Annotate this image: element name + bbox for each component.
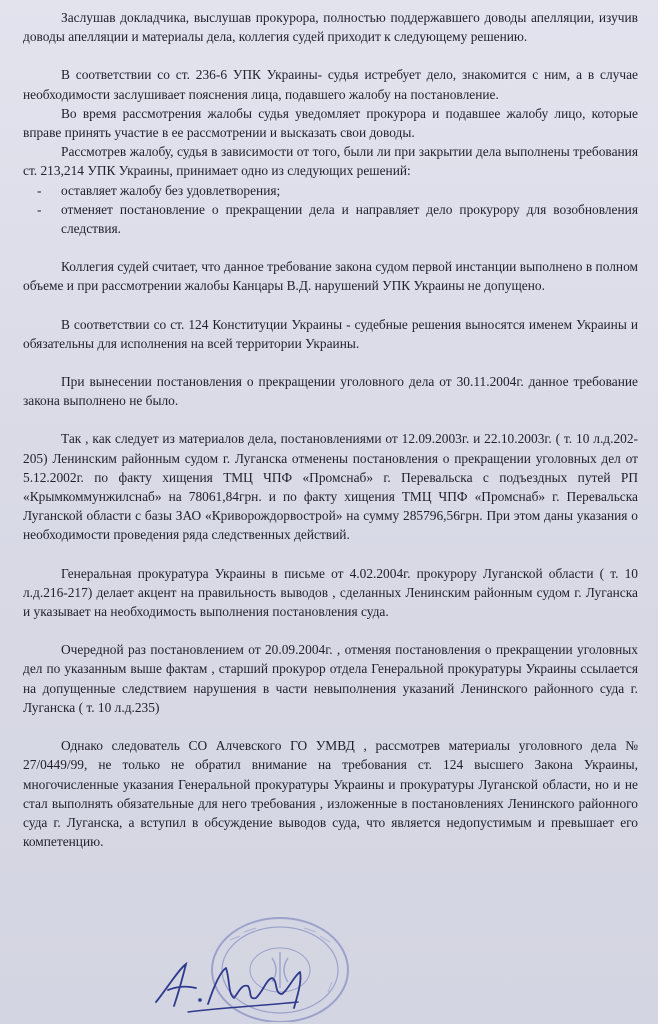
paragraph-investigator: Однако следователь СО Алчевского ГО УМВД , рассмотрев материалы уголовного дела № 27/0449/99, не только не обратил внимание на требования ст. 124 высшего Закона Украины, многочисленные указания Генеральной прокуратуры Украины и прокуратуры Луганской области, но и не стал выполнять обязательные для него требования , изложенные в постановлениях Ленинского районного суда г. Луганска, а вступил в обсуждение выводов суда, что является недопустимым и превышает его компетенцию. xyxy=(23,738,638,850)
paragraph-decision-options: Рассмотрев жалобу, судья в зависимости от того, были ли при закрытии дела выполнены требования ст. 213,214 УПК Украины, принимает одно из следующих решений: xyxy=(23,144,638,179)
paragraph-intro: Заслушав докладчика, выслушав прокурора, полностью поддержавшего доводы апелляции, изучив доводы апелляции и материалы дела, коллегия судей приходит к следующему решению. xyxy=(23,10,638,45)
paragraph-prosecutor-letter: Генеральная прокуратура Украины в письме от 4.02.2004г. прокурору Луганской области ( т. 10 л.д.216-217) делает акцент на правильность выводов , сделанных Ленинским районным судом г. Луганска и указывает на необходимость выполнения постановления суда. xyxy=(23,565,638,620)
paragraph-art-236: В соответствии со ст. 236-6 УПК Украины- судья истребует дело, знакомится с ним, а в случае необходимости заслушивает пояснения лица, подавшего жалобу на постановление. xyxy=(23,67,638,102)
paragraph-repeat-decision: Очередной раз постановлением от 20.09.2004г. , отменяя постановления о прекращении уголовных дел по указанным выше фактам , старший прокурор отдела Генеральной прокуратуры Украины ссылается на допущенные следствием нарушения в части невыполнения указаний Ленинского районного суда г. Луганска ( т. 10 л.д.235) xyxy=(23,642,638,715)
decision-item: - оставляет жалобу без удовлетворения; xyxy=(23,181,638,200)
decision-item: - отменяет постановление о прекращении дела и направляет дело прокурору для возобновления следствия. xyxy=(23,200,638,238)
handwritten-signature xyxy=(148,950,318,1020)
paragraph-constitution: В соответствии со ст. 124 Конституции Украины - судебные решения выносятся именем Украины и обязательны для исполнения на всей территории Украины. xyxy=(23,316,638,351)
paragraph-case-history: Так , как следует из материалов дела, постановлениями от 12.09.2003г. и 22.10.2003г. ( т. 10 л.д.202- 205) Ленинским районным судом г. Луганска отменены постановления о прекращении уголовных дел от 5.12.2002г. по факту хищения ТМЦ ЧПФ «Промснаб» г. Перевальска с подъездных путей РП «Крымкоммунжилснаб» на 78061,84грн. и по факту хищения ТМЦ ЧПФ «Промснаб» г. Перевальска Луганской области с базы ЗАО «Криворождорвострой» на сумму 285796,56грн. При этом даны указания о необходимости проведения ряда следственных действий. xyxy=(23,431,638,543)
paragraph-violation: При вынесении постановления о прекращении уголовного дела от 30.11.2004г. данное требование закона выполнено не было. xyxy=(23,374,638,409)
paragraph-notification: Во время рассмотрения жалобы судья уведомляет прокурора и подавшее жалобу лицо, которые вправе принять участие в ее рассмотрении и высказать свои доводы. xyxy=(23,105,638,141)
decision-list xyxy=(23,181,638,239)
paragraph-collegium-opinion: Коллегия судей считает, что данное требование закона судом первой инстанции выполнено в полном объеме и при рассмотрении жалобы Канцары В.Д. нарушений УПК Украины не допущено. xyxy=(23,259,638,294)
